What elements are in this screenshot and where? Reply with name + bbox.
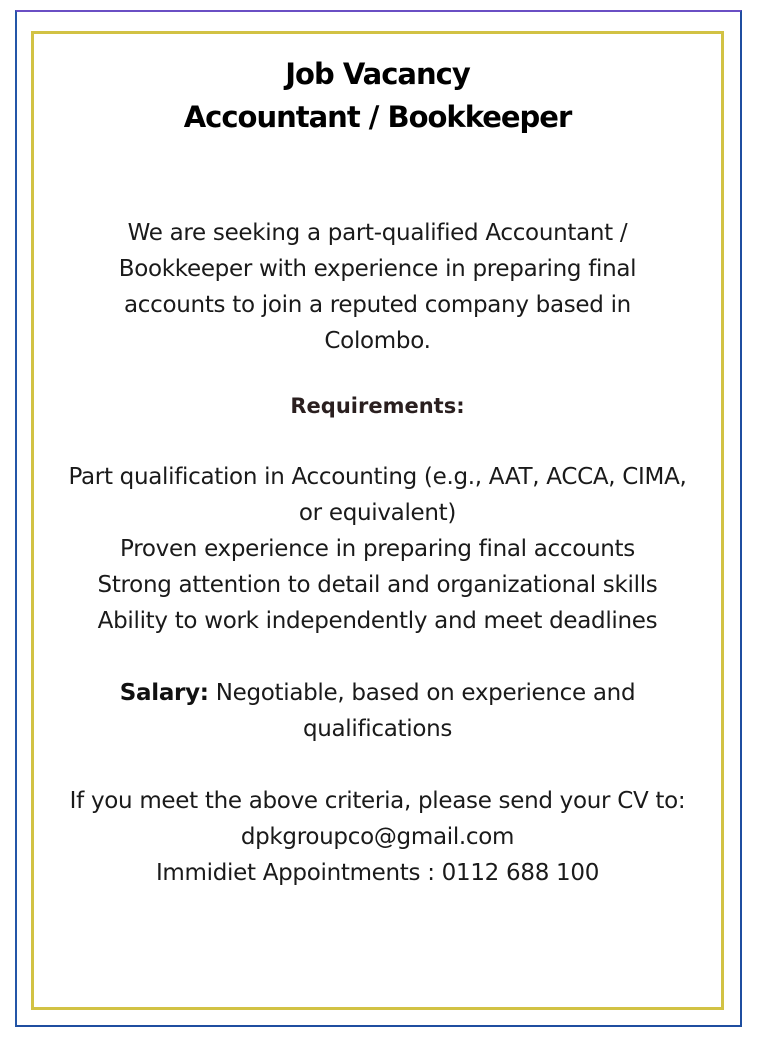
salary-section — [78, 675, 678, 747]
salary-label: Salary: — [119, 680, 209, 706]
title-position: Accountant / Bookkeeper — [183, 100, 572, 134]
requirement-item: Proven experience in preparing final accounts — [120, 536, 635, 562]
requirement-item: Ability to work independently and meet deadlines — [97, 608, 658, 634]
apply-instructions: If you meet the above criteria, please send your CV to: — [69, 788, 686, 814]
page-title — [34, 54, 721, 137]
contact-email[interactable]: dpkgroupco@gmail.com — [240, 824, 515, 850]
salary-text: Negotiable, based on experience and qualifications — [208, 680, 636, 742]
requirement-item — [34, 459, 721, 531]
poster-content — [34, 34, 721, 891]
intro-paragraph: We are seeking a part-qualified Accountant / Bookkeeper with experience in preparing final accounts to join a reputed company based in Colombo. — [118, 220, 637, 354]
requirement-item: Strong attention to detail and organizational skills — [97, 572, 658, 598]
apply-section — [68, 783, 688, 891]
title-job-vacancy: Job Vacancy — [285, 57, 470, 91]
requirements-heading: Requirements: — [290, 394, 465, 418]
requirement-text: Part qualification in Accounting (e.g., AAT, ACCA, CIMA, or equivalent) — [68, 464, 687, 526]
requirements-list — [34, 459, 721, 639]
contact-phone: Immidiet Appointments : 0112 688 100 — [155, 860, 600, 886]
